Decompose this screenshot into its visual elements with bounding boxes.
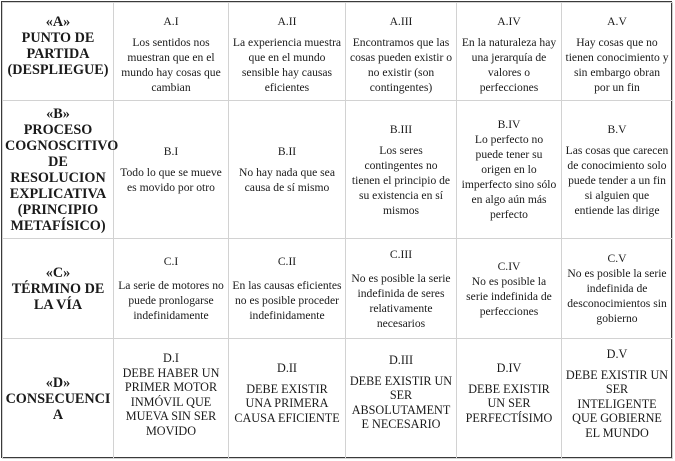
cell-code: A.IV bbox=[497, 15, 521, 28]
cell-text: Encontramos que las cosas pueden existir o no existir (son contingentes) bbox=[349, 36, 453, 94]
cell-text: DEBE HABER UN PRIMER MOTOR INMÓVIL QUE MUEVA SIN SER MOVIDO bbox=[122, 365, 220, 438]
cell-text: En la naturaleza hay una jerarquía de valores o perfecciones bbox=[461, 36, 557, 94]
cell-a2 bbox=[229, 3, 346, 101]
cell-code: B.I bbox=[163, 145, 179, 158]
cell-d1 bbox=[114, 339, 229, 459]
cell-text: Hay cosas que no tienen conocimiento y sin embargo obran por un fin bbox=[565, 36, 669, 94]
cell-text: La serie de motores no puede pronlogarse indefinidamente bbox=[118, 279, 224, 322]
cell-c4 bbox=[457, 239, 562, 339]
cell-code: B.IV bbox=[497, 118, 521, 131]
cell-text: Los sentidos nos muestran que en el mundo hay cosas que cambian bbox=[121, 36, 221, 94]
cell-code: D.I bbox=[163, 351, 179, 365]
cell-c2 bbox=[229, 239, 346, 339]
cell-code: B.II bbox=[277, 145, 297, 158]
row-header-d-text: «D» CONSECUENCI A bbox=[5, 374, 111, 423]
cell-code: A.II bbox=[277, 15, 297, 28]
cell-text: DEBE EXISTIR UN SER PERFECTÍSIMO bbox=[465, 381, 553, 425]
cell-code: C.II bbox=[277, 255, 297, 268]
cell-text: En las causas eficientes no es posible proceder indefinidamente bbox=[232, 279, 342, 322]
cell-b4 bbox=[457, 101, 562, 239]
row-header-d bbox=[3, 339, 114, 459]
cell-code: D.V bbox=[606, 347, 628, 361]
cell-d3 bbox=[346, 339, 457, 459]
table-row-a bbox=[3, 3, 673, 101]
cell-text: Todo lo que se mueve es movido por otro bbox=[120, 166, 222, 194]
cell-code: C.I bbox=[163, 255, 179, 268]
cell-d4 bbox=[457, 339, 562, 459]
cell-text: DEBE EXISTIR UN SER INTELIGENTE QUE GOBIERNE EL MUNDO bbox=[565, 367, 669, 440]
cell-code: A.I bbox=[163, 15, 179, 28]
cell-d2 bbox=[229, 339, 346, 459]
cell-text: DEBE EXISTIR UN SER ABSOLUTAMENT E NECESARIO bbox=[349, 373, 453, 431]
cell-c3 bbox=[346, 239, 457, 339]
cell-text: No hay nada que sea causa de sí mismo bbox=[239, 166, 335, 194]
cell-code: B.III bbox=[389, 122, 413, 136]
cell-text: No es posible la serie indefinida de seres relativamente necesarios bbox=[351, 271, 451, 330]
cell-c1 bbox=[114, 239, 229, 339]
cell-b5 bbox=[562, 101, 673, 239]
cell-code: C.IV bbox=[497, 259, 521, 273]
cell-code: A.V bbox=[607, 15, 627, 28]
cell-code: D.IV bbox=[496, 361, 522, 375]
cell-b1 bbox=[114, 101, 229, 239]
cell-a3 bbox=[346, 3, 457, 101]
cell-c5 bbox=[562, 239, 673, 339]
cell-text: Lo perfecto no puede tener su origen en lo imperfecto sino sólo en algo aún más perfecto bbox=[461, 133, 557, 221]
five-ways-table bbox=[2, 2, 673, 459]
cell-code: C.III bbox=[389, 247, 413, 261]
cell-d5 bbox=[562, 339, 673, 459]
cell-code: A.III bbox=[389, 15, 413, 28]
table-row-d bbox=[3, 339, 673, 459]
cell-a4 bbox=[457, 3, 562, 101]
cell-b3 bbox=[346, 101, 457, 239]
cell-text: Los seres contingentes no tienen el principio de su existencia en sí mismos bbox=[351, 143, 451, 217]
cell-code: B.V bbox=[607, 122, 627, 136]
row-header-c bbox=[3, 239, 114, 339]
row-header-a bbox=[3, 3, 114, 101]
row-header-b-text: «B» PROCESO COGNOSCITIVO DE RESOLUCION EXPLICATIVA (PRINCIPIO METAFÍSICO) bbox=[5, 105, 119, 234]
cell-a1 bbox=[114, 3, 229, 101]
cell-a5 bbox=[562, 3, 673, 101]
cell-text: La experiencia muestra que en el mundo sensible hay causas eficientes bbox=[232, 36, 342, 94]
cell-code: D.III bbox=[388, 353, 414, 367]
row-header-b bbox=[3, 101, 119, 239]
cell-text: DEBE EXISTIR UNA PRIMERA CAUSA EFICIENTE bbox=[234, 381, 340, 425]
row-header-a-text: «A» PUNTO DE PARTIDA (DESPLIEGUE) bbox=[7, 14, 109, 78]
cell-text: Las cosas que carecen de conocimiento solo puede tender a un fin si alguien que entiende las dirige bbox=[565, 143, 669, 217]
row-header-c-text: «C» TÉRMINO DE LA VÍA bbox=[11, 264, 105, 313]
cell-text: No es posible la serie indefinida de perfecciones bbox=[466, 274, 552, 318]
table-row-c bbox=[3, 239, 673, 339]
table-row-b bbox=[3, 101, 673, 239]
cell-code: C.V bbox=[607, 252, 627, 265]
cell-text: No es posible la serie indefinida de desconocimientos sin gobierno bbox=[567, 267, 667, 325]
cell-b2 bbox=[229, 101, 346, 239]
cell-code: D.II bbox=[277, 361, 297, 375]
